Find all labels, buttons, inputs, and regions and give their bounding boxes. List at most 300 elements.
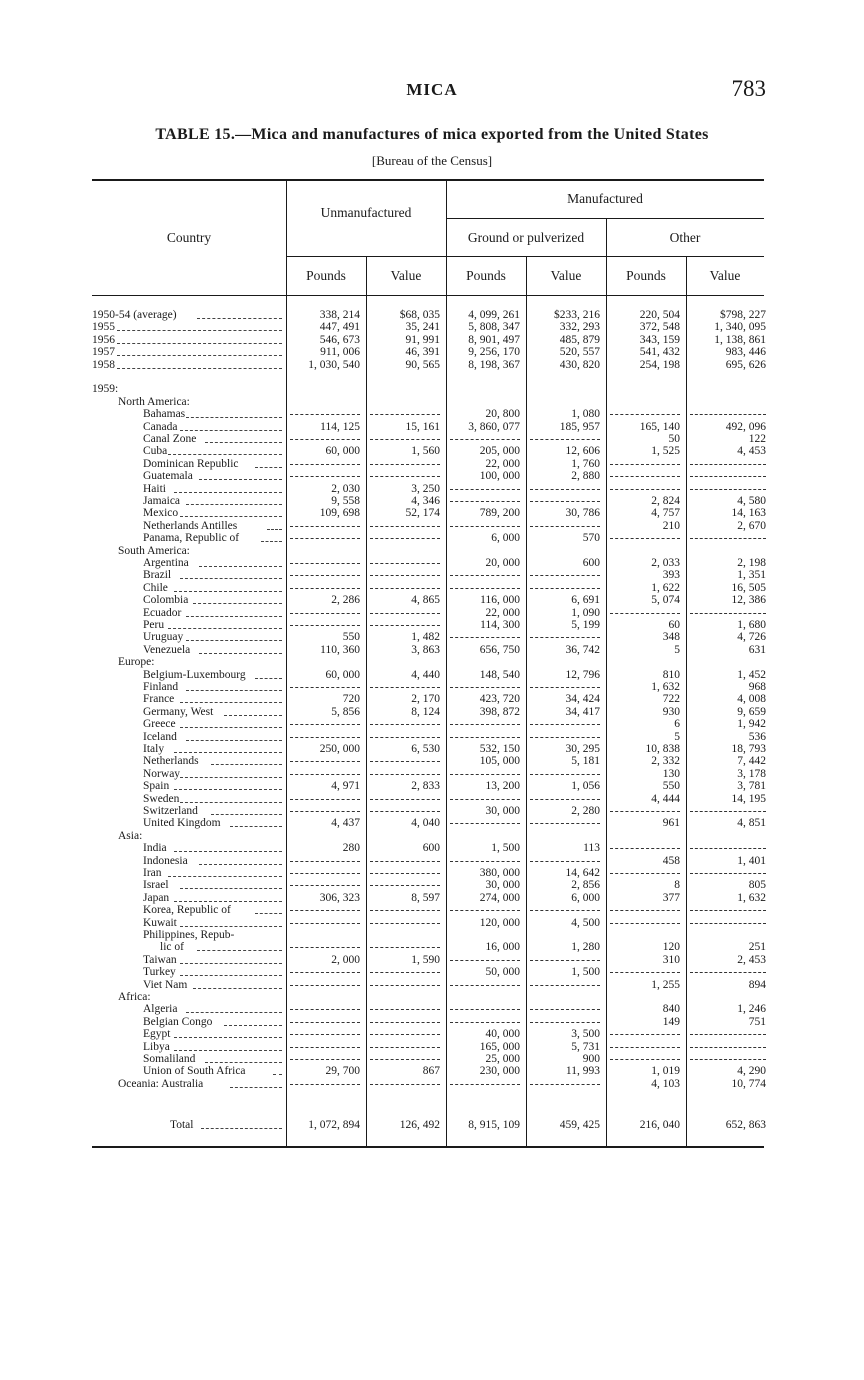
- leader-dots: [255, 913, 282, 914]
- empty-cell-dash: [370, 625, 440, 626]
- table-cell: 1, 072, 894: [308, 1119, 360, 1131]
- table-cell: 5: [674, 730, 680, 743]
- table-cell: 4, 580: [737, 495, 766, 507]
- empty-cell-dash: [290, 563, 360, 564]
- table-cell: 1, 452: [737, 668, 766, 681]
- table-cell: 5, 808, 347: [468, 321, 520, 334]
- table-cell: 8: [674, 879, 680, 892]
- row-label: Philippines, Repub-: [143, 929, 235, 941]
- empty-cell-dash: [290, 476, 360, 477]
- empty-cell-dash: [450, 501, 520, 502]
- table-cell: 46, 391: [405, 346, 440, 359]
- row-label: Cuba: [143, 445, 168, 458]
- table-row: [0, 1041, 864, 1053]
- table-row: [0, 545, 864, 557]
- table-cell: 1, 560: [411, 445, 440, 458]
- empty-cell-dash: [530, 1009, 600, 1010]
- table-cell: 6, 000: [571, 891, 600, 904]
- row-label: Chile: [143, 581, 168, 594]
- table-cell: 722: [662, 693, 680, 706]
- header-manufactured: Manufactured: [567, 191, 643, 206]
- table-cell: 4, 437: [331, 817, 360, 830]
- table-row: [0, 1016, 864, 1028]
- row-label: Viet Nam: [143, 978, 188, 991]
- table-row: [0, 879, 864, 891]
- empty-cell-dash: [530, 960, 600, 961]
- empty-cell-dash: [290, 972, 360, 973]
- table-row: [0, 520, 864, 532]
- row-label: Union of South Africa: [143, 1065, 246, 1078]
- header-value: Value: [390, 268, 422, 283]
- empty-cell-dash: [370, 885, 440, 886]
- table-cell: 120: [662, 941, 680, 954]
- table-row: [0, 1003, 864, 1015]
- empty-cell-dash: [290, 1034, 360, 1035]
- table-cell: 1, 622: [651, 581, 680, 594]
- leader-dots: [193, 603, 282, 604]
- empty-cell-dash: [290, 1047, 360, 1048]
- row-label: Canal Zone: [143, 433, 197, 445]
- table-cell: 810: [662, 668, 680, 681]
- header-bottom-rule: [92, 295, 764, 296]
- empty-cell-dash: [530, 637, 600, 638]
- row-label: United Kingdom: [143, 817, 221, 830]
- empty-cell-dash: [290, 873, 360, 874]
- leader-dots: [186, 740, 282, 741]
- table-row: [0, 495, 864, 507]
- header-pounds: Pounds: [626, 268, 666, 283]
- leader-dots: [174, 789, 282, 790]
- header-value: Value: [709, 268, 741, 283]
- table-cell: 458: [662, 854, 680, 867]
- table-cell: 280: [342, 842, 360, 855]
- empty-cell-dash: [610, 910, 680, 911]
- table-cell: 656, 750: [479, 643, 520, 656]
- table-cell: 2, 286: [331, 594, 360, 607]
- empty-cell-dash: [450, 737, 520, 738]
- row-label: Jamaica: [143, 495, 181, 507]
- table-cell: 210: [662, 519, 680, 532]
- row-label: Taiwan: [143, 953, 177, 966]
- empty-cell-dash: [690, 464, 766, 465]
- table-cell: 113: [583, 842, 600, 855]
- row-label: Korea, Republic of: [143, 904, 231, 917]
- empty-cell-dash: [690, 1034, 766, 1035]
- empty-cell-dash: [290, 1059, 360, 1060]
- leader-dots: [168, 876, 282, 877]
- table-row: [0, 718, 864, 730]
- table-cell: 2, 880: [571, 470, 600, 483]
- empty-cell-dash: [690, 923, 766, 924]
- table-cell: 230, 000: [479, 1065, 520, 1078]
- empty-cell-dash: [450, 1022, 520, 1023]
- table-cell: 2, 033: [651, 557, 680, 569]
- table-row: [0, 569, 864, 581]
- leader-dots: [255, 467, 282, 468]
- row-label: France: [143, 693, 175, 706]
- table-cell: 2, 856: [571, 879, 600, 892]
- row-label: Colombia: [143, 594, 189, 607]
- row-label: Oceania: Australia: [118, 1077, 204, 1090]
- table-row: [0, 917, 864, 929]
- row-label: Africa:: [118, 991, 151, 1003]
- table-cell: 14, 195: [731, 792, 766, 805]
- row-label: Turkey: [143, 966, 176, 979]
- table-row: [0, 1065, 864, 1077]
- table-cell: 1, 590: [411, 953, 440, 966]
- table-cell: 1, 280: [571, 941, 600, 954]
- empty-cell-dash: [370, 575, 440, 576]
- leader-dots: [205, 442, 282, 443]
- empty-cell-dash: [370, 464, 440, 465]
- leader-dots: [261, 541, 282, 542]
- table-cell: 6, 691: [571, 594, 600, 607]
- empty-cell-dash: [370, 861, 440, 862]
- empty-cell-dash: [450, 910, 520, 911]
- row-label: Haiti: [143, 482, 166, 495]
- empty-cell-dash: [530, 588, 600, 589]
- empty-cell-dash: [690, 910, 766, 911]
- row-label: Switzerland: [143, 805, 198, 817]
- table-cell: 348: [662, 631, 680, 644]
- table-cell: 570: [582, 532, 600, 545]
- row-label: South America:: [118, 544, 190, 557]
- empty-cell-dash: [370, 476, 440, 477]
- empty-cell-dash: [690, 873, 766, 874]
- table-cell: 600: [582, 557, 600, 569]
- row-label: Kuwait: [143, 916, 177, 929]
- empty-cell-dash: [370, 588, 440, 589]
- empty-cell-dash: [290, 910, 360, 911]
- leader-dots: [193, 988, 282, 989]
- table-cell: 4, 099, 261: [468, 309, 520, 321]
- row-label: Finland: [143, 681, 179, 693]
- row-label: Algeria: [143, 1003, 178, 1016]
- table-row: [0, 855, 864, 867]
- table-cell: 1, 482: [411, 631, 440, 644]
- table-cell: 22, 000: [485, 457, 520, 470]
- table-cell: $233, 216: [554, 309, 600, 321]
- table-cell: 8, 597: [411, 891, 440, 904]
- table-cell: $798, 227: [720, 309, 766, 321]
- row-label: Brazil: [143, 569, 172, 582]
- empty-cell-dash: [690, 972, 766, 973]
- table-row: [0, 842, 864, 854]
- table-cell: 4, 040: [411, 817, 440, 830]
- table-cell: 1, 351: [737, 569, 766, 582]
- table-row: [0, 669, 864, 681]
- empty-cell-dash: [290, 613, 360, 614]
- table-row: [0, 681, 864, 693]
- table-cell: 165, 000: [479, 1040, 520, 1053]
- table-cell: 40, 000: [485, 1028, 520, 1041]
- table-cell: 4, 851: [737, 817, 766, 830]
- table-row: [0, 954, 864, 966]
- table-cell: 2, 833: [411, 780, 440, 793]
- table-cell: 5, 856: [331, 705, 360, 718]
- page-number: 783: [731, 76, 766, 101]
- row-label: Netherlands Antilles: [143, 519, 238, 532]
- empty-cell-dash: [290, 885, 360, 886]
- empty-cell-dash: [290, 414, 360, 415]
- leader-dots: [174, 901, 282, 902]
- table-cell: 1, 500: [491, 842, 520, 855]
- empty-cell-dash: [370, 1059, 440, 1060]
- leader-dots: [180, 777, 282, 778]
- table-cell: 110, 360: [320, 643, 360, 656]
- leader-dots: [117, 343, 282, 344]
- row-label: Somaliland: [143, 1053, 196, 1065]
- leader-dots: [180, 975, 282, 976]
- table-cell: 50, 000: [485, 966, 520, 979]
- empty-cell-dash: [690, 1059, 766, 1060]
- empty-cell-dash: [610, 1047, 680, 1048]
- table-cell: 30, 000: [485, 879, 520, 892]
- table-cell: 122: [748, 433, 766, 445]
- header-ground-pulverized: Ground or pulverized: [467, 230, 585, 245]
- table-cell: 60: [668, 619, 680, 631]
- table-cell: 29, 700: [325, 1065, 360, 1078]
- row-label: Netherlands: [143, 755, 199, 768]
- leader-dots: [180, 963, 282, 964]
- table-row: [0, 755, 864, 767]
- leader-dots: [224, 1025, 282, 1026]
- row-label: Indonesia: [143, 854, 188, 867]
- table-cell: 447, 491: [319, 321, 360, 334]
- row-label: Belgian Congo: [143, 1015, 213, 1028]
- table-row: [0, 979, 864, 991]
- row-label: North America:: [118, 395, 190, 408]
- empty-cell-dash: [530, 799, 600, 800]
- table-cell: 4, 865: [411, 594, 440, 607]
- empty-cell-dash: [450, 774, 520, 775]
- empty-cell-dash: [530, 737, 600, 738]
- leader-dots: [186, 417, 282, 418]
- table-cell: 930: [662, 705, 680, 718]
- empty-cell-dash: [370, 1084, 440, 1085]
- empty-cell-dash: [370, 687, 440, 688]
- empty-cell-dash: [290, 811, 360, 812]
- empty-cell-dash: [690, 613, 766, 614]
- leader-dots: [174, 1037, 282, 1038]
- table-cell: 1, 760: [571, 457, 600, 470]
- leader-dots: [205, 1062, 282, 1063]
- empty-cell-dash: [450, 575, 520, 576]
- table-cell: 423, 720: [479, 693, 520, 706]
- table-cell: 536: [748, 730, 766, 743]
- empty-cell-dash: [530, 823, 600, 824]
- table-cell: 2, 332: [651, 755, 680, 768]
- empty-cell-dash: [290, 761, 360, 762]
- table-row: [0, 371, 864, 383]
- table-cell: 120, 000: [479, 916, 520, 929]
- empty-cell-dash: [370, 873, 440, 874]
- empty-cell-dash: [530, 489, 600, 490]
- table-cell: 30, 295: [565, 743, 600, 755]
- table-row: [0, 743, 864, 755]
- row-label: Peru: [143, 619, 165, 631]
- empty-cell-dash: [530, 861, 600, 862]
- empty-cell-dash: [450, 588, 520, 589]
- row-label: Iran: [143, 867, 162, 879]
- row-label: Norway: [143, 767, 181, 780]
- table-row: [0, 396, 864, 408]
- row-label: Asia:: [118, 829, 143, 842]
- row-label: lic of: [160, 941, 184, 954]
- table-cell: 16, 505: [731, 581, 766, 594]
- table-row: [0, 768, 864, 780]
- table-cell: 4, 444: [651, 792, 680, 805]
- table-cell: 5, 199: [571, 619, 600, 631]
- table-cell: 2, 824: [651, 495, 680, 507]
- leader-dots: [180, 430, 282, 431]
- table-top-rule: [92, 179, 764, 181]
- leader-dots: [168, 454, 282, 455]
- empty-cell-dash: [290, 1084, 360, 1085]
- table-row: [0, 458, 864, 470]
- table-row: [0, 607, 864, 619]
- table-row: [0, 346, 864, 358]
- table-cell: 14, 642: [565, 867, 600, 879]
- empty-cell-dash: [290, 1009, 360, 1010]
- table-cell: 720: [342, 693, 360, 706]
- empty-cell-dash: [450, 823, 520, 824]
- table-cell: 5, 731: [571, 1040, 600, 1053]
- table-cell: 15, 161: [405, 420, 440, 433]
- table-cell: 1, 632: [737, 891, 766, 904]
- empty-cell-dash: [290, 1022, 360, 1023]
- table-row: [0, 483, 864, 495]
- table-cell: 520, 557: [559, 346, 600, 359]
- empty-cell-dash: [610, 1059, 680, 1060]
- leader-dots: [199, 566, 282, 567]
- empty-cell-dash: [370, 538, 440, 539]
- table-row: [0, 1028, 864, 1040]
- table-cell: 105, 000: [479, 755, 520, 768]
- table-cell: 10, 838: [645, 743, 680, 755]
- table-cell: 492, 096: [725, 420, 766, 433]
- leader-dots: [174, 1050, 282, 1051]
- empty-cell-dash: [450, 687, 520, 688]
- empty-cell-dash: [530, 1084, 600, 1085]
- row-label: Bahamas: [143, 408, 186, 421]
- table-cell: 16, 000: [485, 941, 520, 954]
- running-head-title: MICA: [406, 80, 458, 99]
- row-label: Israel: [143, 879, 169, 892]
- row-label: Belgium-Luxembourg: [143, 668, 246, 681]
- table-cell: 1, 019: [651, 1065, 680, 1078]
- row-label: Ecuador: [143, 606, 182, 619]
- row-label: Mexico: [143, 507, 179, 520]
- table-row: [0, 619, 864, 631]
- table-cell: 393: [662, 569, 680, 582]
- table-cell: 430, 820: [559, 358, 600, 371]
- table-cell: 4, 500: [571, 916, 600, 929]
- leader-dots: [180, 888, 282, 889]
- leader-dots: [224, 715, 282, 716]
- leader-dots: [180, 727, 282, 728]
- empty-cell-dash: [370, 414, 440, 415]
- leader-dots: [186, 640, 282, 641]
- table-cell: 100, 000: [479, 470, 520, 483]
- table-cell: 34, 424: [565, 693, 600, 706]
- table-cell: 8, 915, 109: [468, 1119, 520, 1131]
- table-row: [0, 731, 864, 743]
- leader-dots: [186, 1012, 282, 1013]
- table-cell: 114, 125: [320, 420, 360, 433]
- table-cell: 2, 280: [571, 805, 600, 817]
- table-cell: 185, 957: [559, 420, 600, 433]
- table-row: [0, 693, 864, 705]
- empty-cell-dash: [290, 588, 360, 589]
- table-bottom-rule: [92, 1146, 764, 1148]
- table-cell: 968: [748, 681, 766, 693]
- table-cell: 546, 673: [319, 333, 360, 346]
- row-label: 1955: [92, 321, 115, 334]
- leader-dots: [211, 764, 282, 765]
- table-cell: 8, 124: [411, 705, 440, 718]
- empty-cell-dash: [290, 439, 360, 440]
- table-cell: 60, 000: [325, 445, 360, 458]
- table-cell: 1, 030, 540: [308, 358, 360, 371]
- empty-cell-dash: [690, 1047, 766, 1048]
- table-cell: 90, 565: [405, 358, 440, 371]
- empty-cell-dash: [690, 489, 766, 490]
- table-cell: 35, 241: [405, 321, 440, 334]
- empty-cell-dash: [610, 414, 680, 415]
- empty-cell-dash: [610, 811, 680, 812]
- table-cell: 3, 781: [737, 780, 766, 793]
- table-cell: 652, 863: [725, 1119, 766, 1131]
- table-cell: 3, 860, 077: [468, 420, 520, 433]
- table-cell: 900: [582, 1053, 600, 1065]
- table-cell: 9, 256, 170: [468, 346, 520, 359]
- row-label: Panama, Republic of: [143, 532, 240, 545]
- table-cell: 1, 340, 095: [714, 321, 766, 334]
- table-cell: 789, 200: [479, 507, 520, 520]
- empty-cell-dash: [450, 799, 520, 800]
- table-cell: 1, 080: [571, 408, 600, 421]
- leader-dots: [199, 653, 282, 654]
- table-cell: 4, 971: [331, 780, 360, 793]
- empty-cell-dash: [370, 1009, 440, 1010]
- table-cell: 541, 432: [639, 346, 680, 359]
- table-cell: 60, 000: [325, 668, 360, 681]
- table-cell: 109, 698: [319, 507, 360, 520]
- row-label: India: [143, 842, 167, 855]
- table-cell: 12, 386: [731, 594, 766, 607]
- table-cell: 380, 000: [479, 867, 520, 879]
- table-cell: 894: [748, 978, 766, 991]
- empty-cell-dash: [370, 563, 440, 564]
- empty-cell-dash: [290, 947, 360, 948]
- empty-cell-dash: [530, 501, 600, 502]
- table-cell: 130: [662, 767, 680, 780]
- empty-cell-dash: [450, 439, 520, 440]
- table-row: [0, 805, 864, 817]
- table-row: [0, 507, 864, 519]
- empty-cell-dash: [610, 923, 680, 924]
- empty-cell-dash: [690, 811, 766, 812]
- table-cell: 338, 214: [319, 309, 360, 321]
- table-cell: 983, 446: [725, 346, 766, 359]
- header-unmanufactured: Unmanufactured: [320, 205, 412, 220]
- leader-dots: [180, 516, 282, 517]
- table-row: [0, 793, 864, 805]
- empty-cell-dash: [690, 848, 766, 849]
- table-row: [0, 470, 864, 482]
- empty-cell-dash: [610, 489, 680, 490]
